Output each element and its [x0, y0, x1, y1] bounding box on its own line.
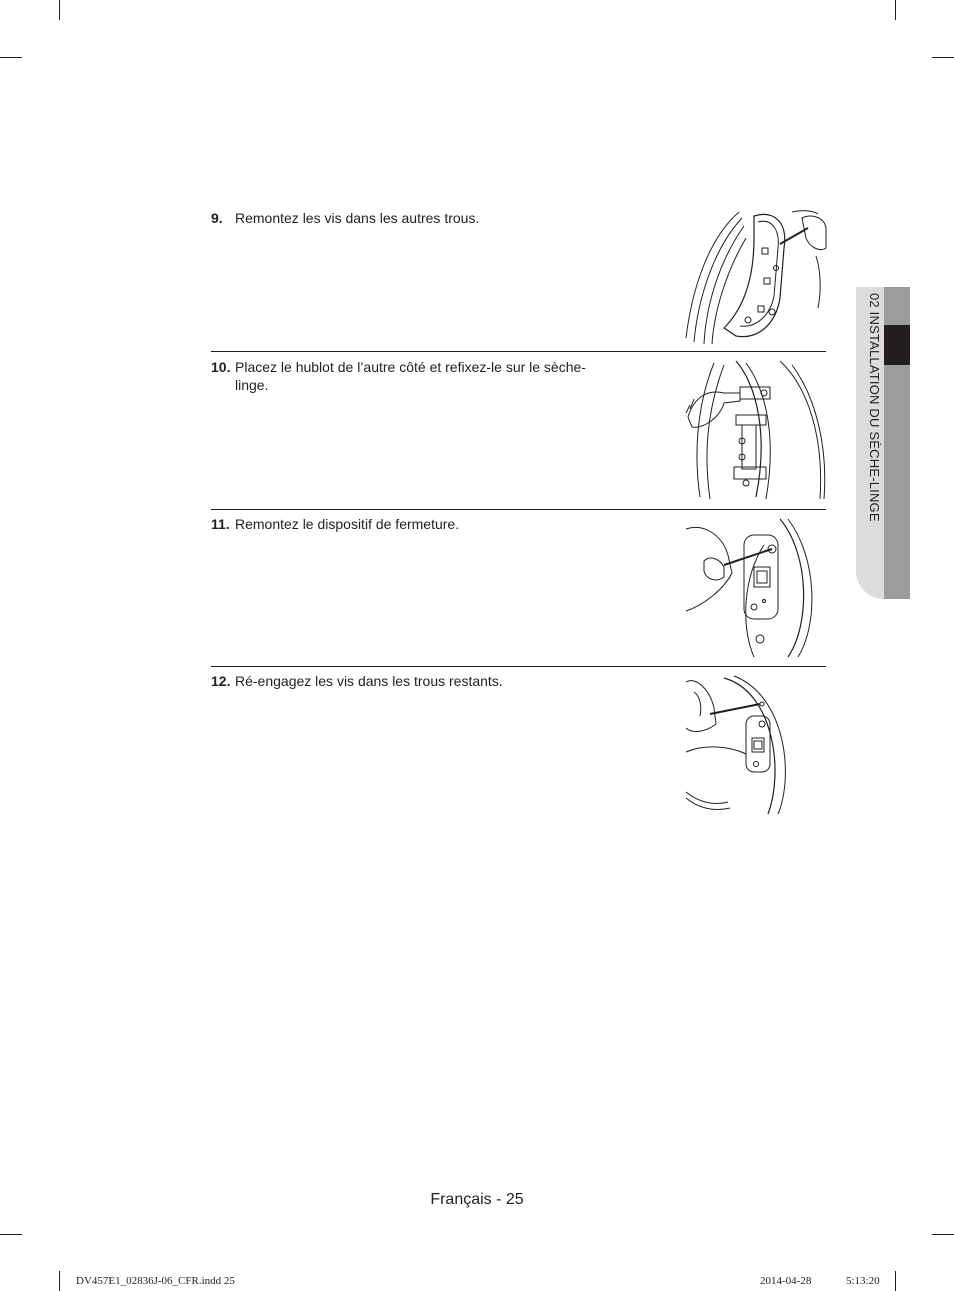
slug-date: 2014-04-28: [760, 1275, 812, 1287]
crop-mark-bottom-right-v: [895, 1271, 896, 1291]
step-instruction: Remontez le dispositif de fermeture.: [235, 516, 460, 532]
step-number: 12.: [211, 673, 231, 689]
step-instruction: Ré-engagez les vis dans les trous restants.: [235, 673, 503, 689]
divider-3: [211, 666, 826, 667]
crop-mark-top-left-h: [0, 57, 22, 58]
step-12: [211, 672, 601, 690]
step-number: 11.: [211, 516, 230, 532]
illustration-door-reattach: [684, 357, 828, 502]
crop-mark-bottom-right-h: [932, 1234, 954, 1235]
illustration-remaining-screws: [684, 672, 828, 817]
tab-dark-marker: [884, 325, 910, 365]
step-instruction: Placez le hublot de l’autre côté et refixez-le sur le sèche-linge.: [235, 359, 586, 393]
illustration-lock-device: [684, 515, 828, 660]
divider-2: [211, 509, 826, 510]
crop-mark-bottom-left-v: [59, 1271, 60, 1291]
step-9: [211, 209, 601, 227]
step-11: [211, 515, 601, 533]
crop-mark-bottom-left-h: [0, 1234, 22, 1235]
crop-mark-top-right-h: [932, 57, 954, 58]
page-number: Français - 25: [430, 1191, 524, 1208]
step-instruction: Remontez les vis dans les autres trous.: [235, 210, 480, 226]
chapter-title: 02 INSTALLATION DU SÈCHE-LINGE: [867, 293, 882, 522]
step-10: [211, 358, 601, 394]
step-number: 10.: [211, 359, 231, 375]
chapter-side-tab: [856, 287, 910, 599]
slug-filename: DV457E1_02836J-06_CFR.indd 25: [76, 1275, 235, 1287]
step-number: 9.: [211, 210, 223, 226]
divider-1: [211, 351, 826, 352]
crop-mark-top-left-v: [59, 0, 60, 20]
slug-time: 5:13:20: [846, 1275, 880, 1287]
illustration-door-hinge-screws: [684, 208, 828, 346]
crop-mark-top-right-v: [895, 0, 896, 20]
